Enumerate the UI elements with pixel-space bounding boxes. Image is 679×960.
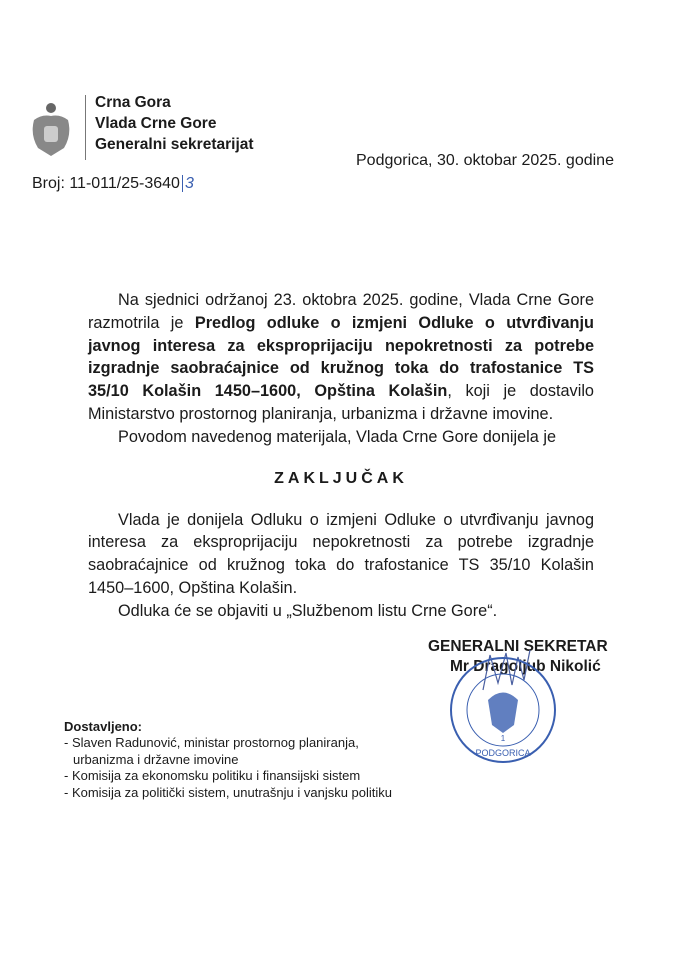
official-stamp <box>448 655 558 765</box>
header-divider <box>85 95 86 160</box>
signature-name: Mr Dragoljub Nikolić <box>450 657 601 675</box>
paragraph-decision: Vlada je donijela Odluku o izmjeni Odluke o utvrđivanju javnog interesa za eksproprijaciju nepokretnosti za potrebe izgradnje saobraćajnice od kružnog toka do trafostanice TS 35/10 Kolašin 1450–1600, Opština Kolašin. <box>88 510 594 597</box>
distribution-item: - Komisija za ekonomsku politiku i finansijski sistem <box>64 768 361 784</box>
paragraph-adopted: Povodom navedenog materijala, Vlada Crne Gore donijela je <box>118 427 557 446</box>
header-secretariat: Generalni sekretarijat <box>95 136 254 153</box>
distribution-item: - Komisija za politički sistem, unutrašnju i vanjsku politiku <box>64 784 393 800</box>
intro-bold-text: Predlog odluke o izmjeni Odluke o utvrđivanju javnog interesa za eksproprijaciju nepokretnosti za potrebe izgradnje saobraćajnice od kružnog toka do trafostanice TS 35/10 Kolašin 1450–1600, Opština Kolašin <box>88 313 594 401</box>
coat-of-arms-icon <box>30 100 72 158</box>
stamp-number: 1 <box>500 733 506 743</box>
date: Podgorica, 30. oktobar 2025. godine <box>356 152 614 169</box>
signature-block <box>428 637 608 758</box>
header-country: Crna Gora <box>95 94 171 111</box>
number-label: Broj: 11-011/25-3640 <box>32 175 180 192</box>
signature-title: GENERALNI SEKRETAR <box>428 637 608 655</box>
distribution-item: urbanizma i državne imovine <box>73 751 239 767</box>
intro-end-text: , koji je dostavilo Ministarstvo prostornog planiranja, urbanizma i državne imovine. <box>88 382 594 423</box>
conclusion-title: ZAKLJUČAK <box>274 469 408 487</box>
paragraph-intro <box>88 289 594 426</box>
paragraph-publication: Odluka će se objaviti u „Službenom listu Crne Gore“. <box>118 601 498 620</box>
document-body <box>64 289 608 801</box>
document-number <box>32 175 194 193</box>
stamp-city: PODGORICA <box>475 747 531 758</box>
distribution-label: Dostavljeno: <box>64 718 143 734</box>
handwritten-number: 3 <box>182 175 194 192</box>
intro-text: Na sjednici održanoj 23. oktobra 2025. godine, Vlada Crne Gore razmotrila je <box>88 291 594 332</box>
distribution-item: - Slaven Radunović, ministar prostornog planiranja, <box>64 735 359 751</box>
header-government: Vlada Crne Gore <box>95 115 217 132</box>
